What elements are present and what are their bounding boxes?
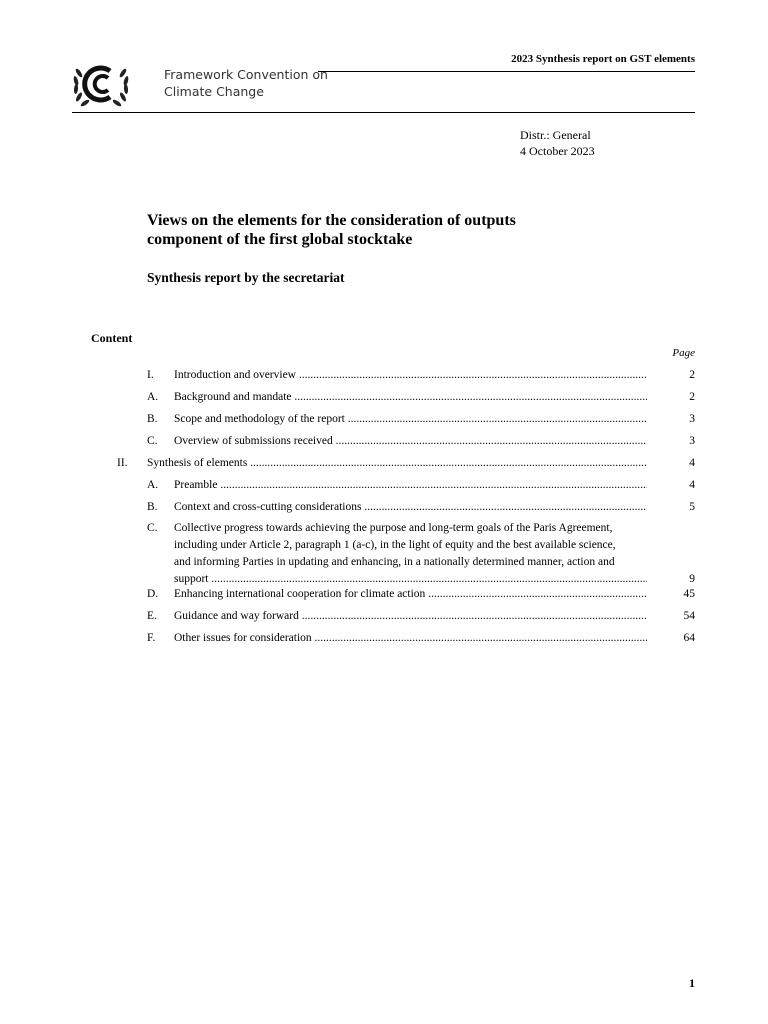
header-rule-top bbox=[318, 71, 695, 72]
header-rule-bottom bbox=[72, 112, 695, 113]
toc-entry-page: 2 bbox=[689, 391, 695, 403]
toc-entry-number: C. bbox=[147, 522, 158, 534]
report-running-title: 2023 Synthesis report on GST elements bbox=[511, 53, 695, 65]
distribution-status: Distr.: General bbox=[520, 128, 591, 142]
toc-entry-number: C. bbox=[147, 435, 158, 447]
toc-entry-page: 9 bbox=[689, 573, 695, 585]
toc-entry-title: Scope and methodology of the report ..... bbox=[174, 411, 647, 427]
toc-entry-page: 45 bbox=[683, 588, 695, 600]
toc-entry-number: I. bbox=[147, 369, 154, 381]
toc-entry-number: E. bbox=[147, 610, 157, 622]
toc-entry-page: 3 bbox=[689, 435, 695, 447]
toc-entry-title-line: Collective progress towards achieving the purpose and long-term goals of the Paris Agreement, bbox=[174, 522, 613, 534]
toc-entry-number: F. bbox=[147, 632, 156, 644]
org-line-2: Climate Change bbox=[164, 84, 264, 99]
toc-entry-number: A. bbox=[147, 391, 159, 403]
organization-name bbox=[164, 66, 328, 100]
toc-entry-title-line: including under Article 2, paragraph 1 (a-c), in the light of equity and the best available science, bbox=[174, 539, 616, 551]
document-subtitle: Synthesis report by the secretariat bbox=[147, 270, 345, 285]
toc-entry-number: II. bbox=[117, 457, 128, 469]
toc-entry-title: Guidance and way forward ..... bbox=[174, 608, 647, 624]
toc-entry-number: B. bbox=[147, 501, 158, 513]
toc-entry-page: 3 bbox=[689, 413, 695, 425]
toc-entry-title: Introduction and overview ..... bbox=[174, 367, 647, 383]
toc-entry-page: 5 bbox=[689, 501, 695, 513]
toc-entry-page: 4 bbox=[689, 479, 695, 491]
distribution-date: 4 October 2023 bbox=[520, 144, 595, 158]
toc-entry-title: Background and mandate ..... bbox=[174, 389, 647, 405]
page-column-heading: Page bbox=[672, 347, 695, 359]
toc-entry-title: support ..... bbox=[174, 571, 647, 587]
distribution-block bbox=[520, 127, 595, 159]
toc-entry-number: A. bbox=[147, 479, 159, 491]
toc-entry-title: Preamble ..... bbox=[174, 477, 647, 493]
toc-entry-page: 54 bbox=[683, 610, 695, 622]
org-line-1: Framework Convention on bbox=[164, 67, 328, 82]
document-title bbox=[147, 211, 627, 249]
toc-entry-title: Synthesis of elements ..... bbox=[147, 455, 647, 471]
toc-entry-title: Overview of submissions received ..... bbox=[174, 433, 647, 449]
page-number: 1 bbox=[689, 976, 695, 990]
toc-entry-title: Other issues for consideration ..... bbox=[174, 630, 647, 646]
unfccc-logo-icon bbox=[70, 55, 132, 111]
toc-entry-number: B. bbox=[147, 413, 158, 425]
toc-entry-page: 64 bbox=[683, 632, 695, 644]
toc-entry-title-line: and informing Parties in updating and enhancing, in a nationally determined manner, action and bbox=[174, 556, 615, 568]
title-line-2: component of the first global stocktake bbox=[147, 231, 413, 248]
toc-entry-page: 4 bbox=[689, 457, 695, 469]
title-line-1: Views on the elements for the consideration of outputs bbox=[147, 212, 516, 229]
toc-entry-title: Context and cross-cutting considerations ..... bbox=[174, 499, 647, 515]
contents-heading: Content bbox=[91, 331, 133, 345]
toc-entry-page: 2 bbox=[689, 369, 695, 381]
toc-entry-number: D. bbox=[147, 588, 159, 600]
toc-entry-title: Enhancing international cooperation for climate action ..... bbox=[174, 586, 647, 602]
